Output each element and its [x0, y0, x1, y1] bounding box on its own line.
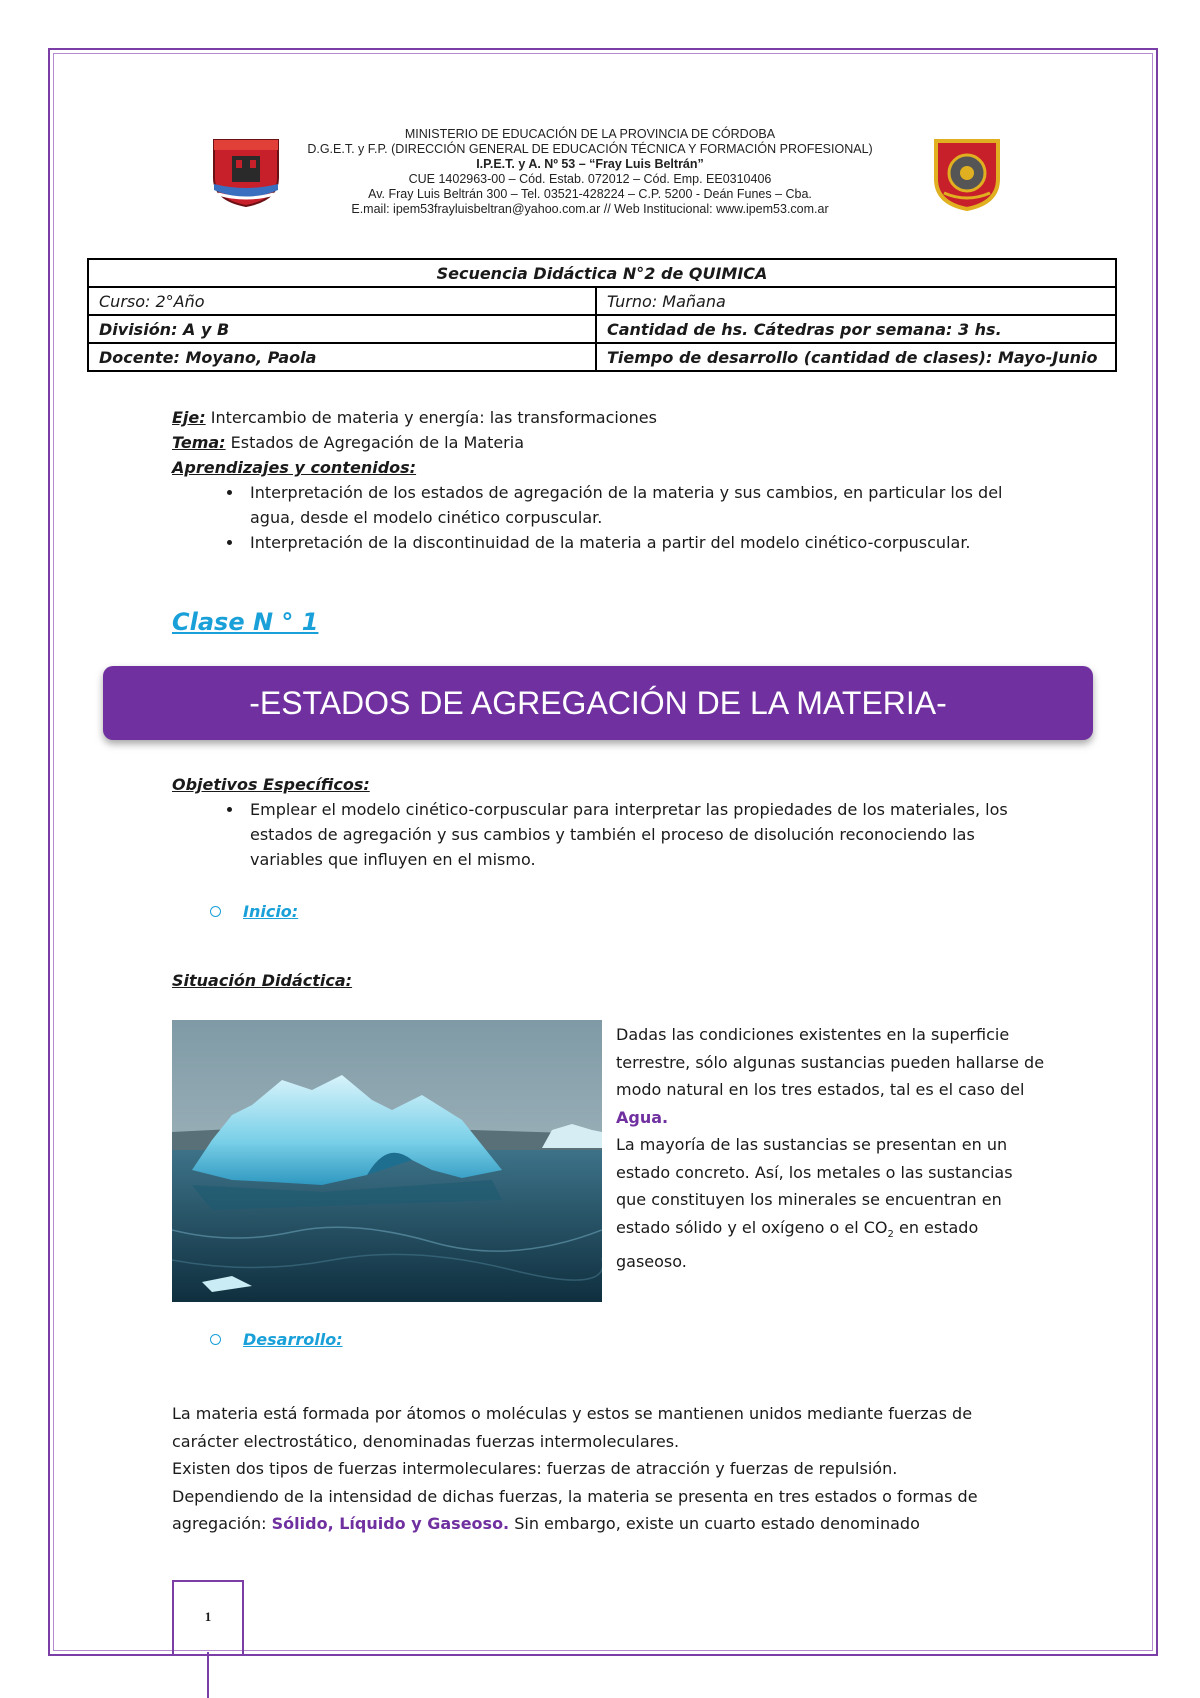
desarrollo-p3-block: [172, 1483, 1022, 1538]
sequence-title: Secuencia Didáctica N°2 de QUIMICA: [88, 259, 1116, 287]
header-school-name: I.P.E.T. y A. Nº 53 – “Fray Luis Beltrán”: [476, 157, 704, 171]
eje-line: [172, 405, 1032, 430]
circle-bullet-icon: [210, 1334, 221, 1345]
desarrollo-p3: Dependiendo de la intensidad de dichas fuerzas, la materia se presenta en tres estados o formas de agregación:: [172, 1486, 978, 1533]
header-contact: E.mail: ipem53frayluisbeltran@yahoo.com.ar // Web Institucional: www.ipem53.com.ar: [351, 202, 829, 216]
side-text-p2: La mayoría de las sustancias se presentan en un estado concreto. Así, los metales o las sustancias que constituyen los minerales se encuentran en estado sólido y el oxígeno o el: [616, 1135, 1013, 1237]
desarrollo-label: Desarrollo:: [243, 1330, 343, 1349]
header-line: CUE 1402963-00 – Cód. Estab. 072012 – Cód. Emp. EE0310406: [408, 172, 772, 186]
eje-tema-block: [172, 405, 1032, 555]
list-item: • Interpretación de la discontinuidad de la materia a partir del modelo cinético-corpuscular.: [244, 530, 1004, 555]
situacion-text: [616, 1021, 1046, 1276]
page-number: 1: [172, 1580, 244, 1654]
co2-subscript: 2: [887, 1228, 894, 1240]
situacion-label: Situación Didáctica:: [172, 971, 353, 990]
topic-banner: -ESTADOS DE AGREGACIÓN DE LA MATERIA-: [103, 666, 1093, 740]
estados-highlight: Sólido, Líquido y Gaseoso.: [271, 1514, 510, 1533]
page-number-connector: [207, 1652, 209, 1698]
objetivos-label: Objetivos Específicos:: [172, 775, 370, 794]
tema-text: Estados de Agregación de la Materia: [225, 433, 525, 452]
eje-label: Eje:: [172, 408, 206, 427]
circle-bullet-icon: [210, 906, 221, 917]
aprendizajes-list: [172, 480, 1004, 555]
desarrollo-p1: La materia está formada por átomos o moléculas y estos se mantienen unidos mediante fuerzas de carácter electrostático, denominadas fuerzas intermoleculares.: [172, 1404, 973, 1451]
tema-line: [172, 430, 1032, 455]
list-item: • Emplear el modelo cinético-corpuscular para interpretar las propiedades de los materiales, los estados de agregación y sus cambios y también el proceso de disolución reconociendo las variables que influyen en el mismo.: [244, 797, 1024, 872]
header-line: Av. Fray Luis Beltrán 300 – Tel. 03521-428224 – C.P. 5200 - Deán Funes – Cba.: [368, 187, 812, 201]
horas-cell: Cantidad de hs. Cátedras por semana: 3 hs.: [596, 315, 1116, 343]
inicio-heading: [210, 902, 298, 921]
desarrollo-text: [172, 1400, 1022, 1538]
tema-label: Tema:: [172, 433, 226, 452]
curso-cell: Curso: 2°Año: [88, 287, 596, 315]
side-text-end: en estado gaseoso.: [616, 1217, 979, 1272]
clase-title: Clase N ° 1: [172, 608, 319, 636]
tiempo-cell: Tiempo de desarrollo (cantidad de clases): Mayo-Junio: [596, 343, 1116, 371]
institution-header: [210, 127, 970, 217]
inicio-label: Inicio:: [243, 902, 299, 921]
turno-cell: Turno: Mañana: [596, 287, 1116, 315]
agua-highlight: Agua.: [616, 1107, 669, 1127]
objetivos-block: [172, 772, 1032, 872]
division-cell: División: A y B: [88, 315, 596, 343]
list-item: • Interpretación de los estados de agregación de la materia y sus cambios, en particular los del agua, desde el modelo cinético corpuscular.: [244, 480, 1004, 530]
header-line: MINISTERIO DE EDUCACIÓN DE LA PROVINCIA DE CÓRDOBA: [404, 127, 776, 141]
iceberg-photo: [172, 1020, 602, 1302]
header-line: D.G.E.T. y F.P. (DIRECCIÓN GENERAL DE EDUCACIÓN TÉCNICA Y FORMACIÓN PROFESIONAL): [307, 142, 873, 156]
desarrollo-p3-end: Sin embargo, existe un cuarto estado denominado: [509, 1514, 920, 1533]
objetivos-list: [172, 797, 1024, 872]
course-info-table: [87, 258, 1117, 372]
desarrollo-p2: Existen dos tipos de fuerzas intermoleculares: fuerzas de atracción y fuerzas de repulsión.: [172, 1459, 898, 1478]
desarrollo-heading: [210, 1330, 343, 1349]
side-text-p1: Dadas las condiciones existentes en la superficie terrestre, sólo algunas sustancias pueden hallarse de modo natural en los tres estados, tal es el caso del: [616, 1025, 1045, 1099]
aprendizajes-label: Aprendizajes y contenidos:: [172, 458, 417, 477]
co2-text: CO: [863, 1217, 888, 1237]
docente-cell: Docente: Moyano, Paola: [88, 343, 596, 371]
eje-text: Intercambio de materia y energía: las transformaciones: [205, 408, 657, 427]
situacion-heading: [172, 968, 352, 993]
